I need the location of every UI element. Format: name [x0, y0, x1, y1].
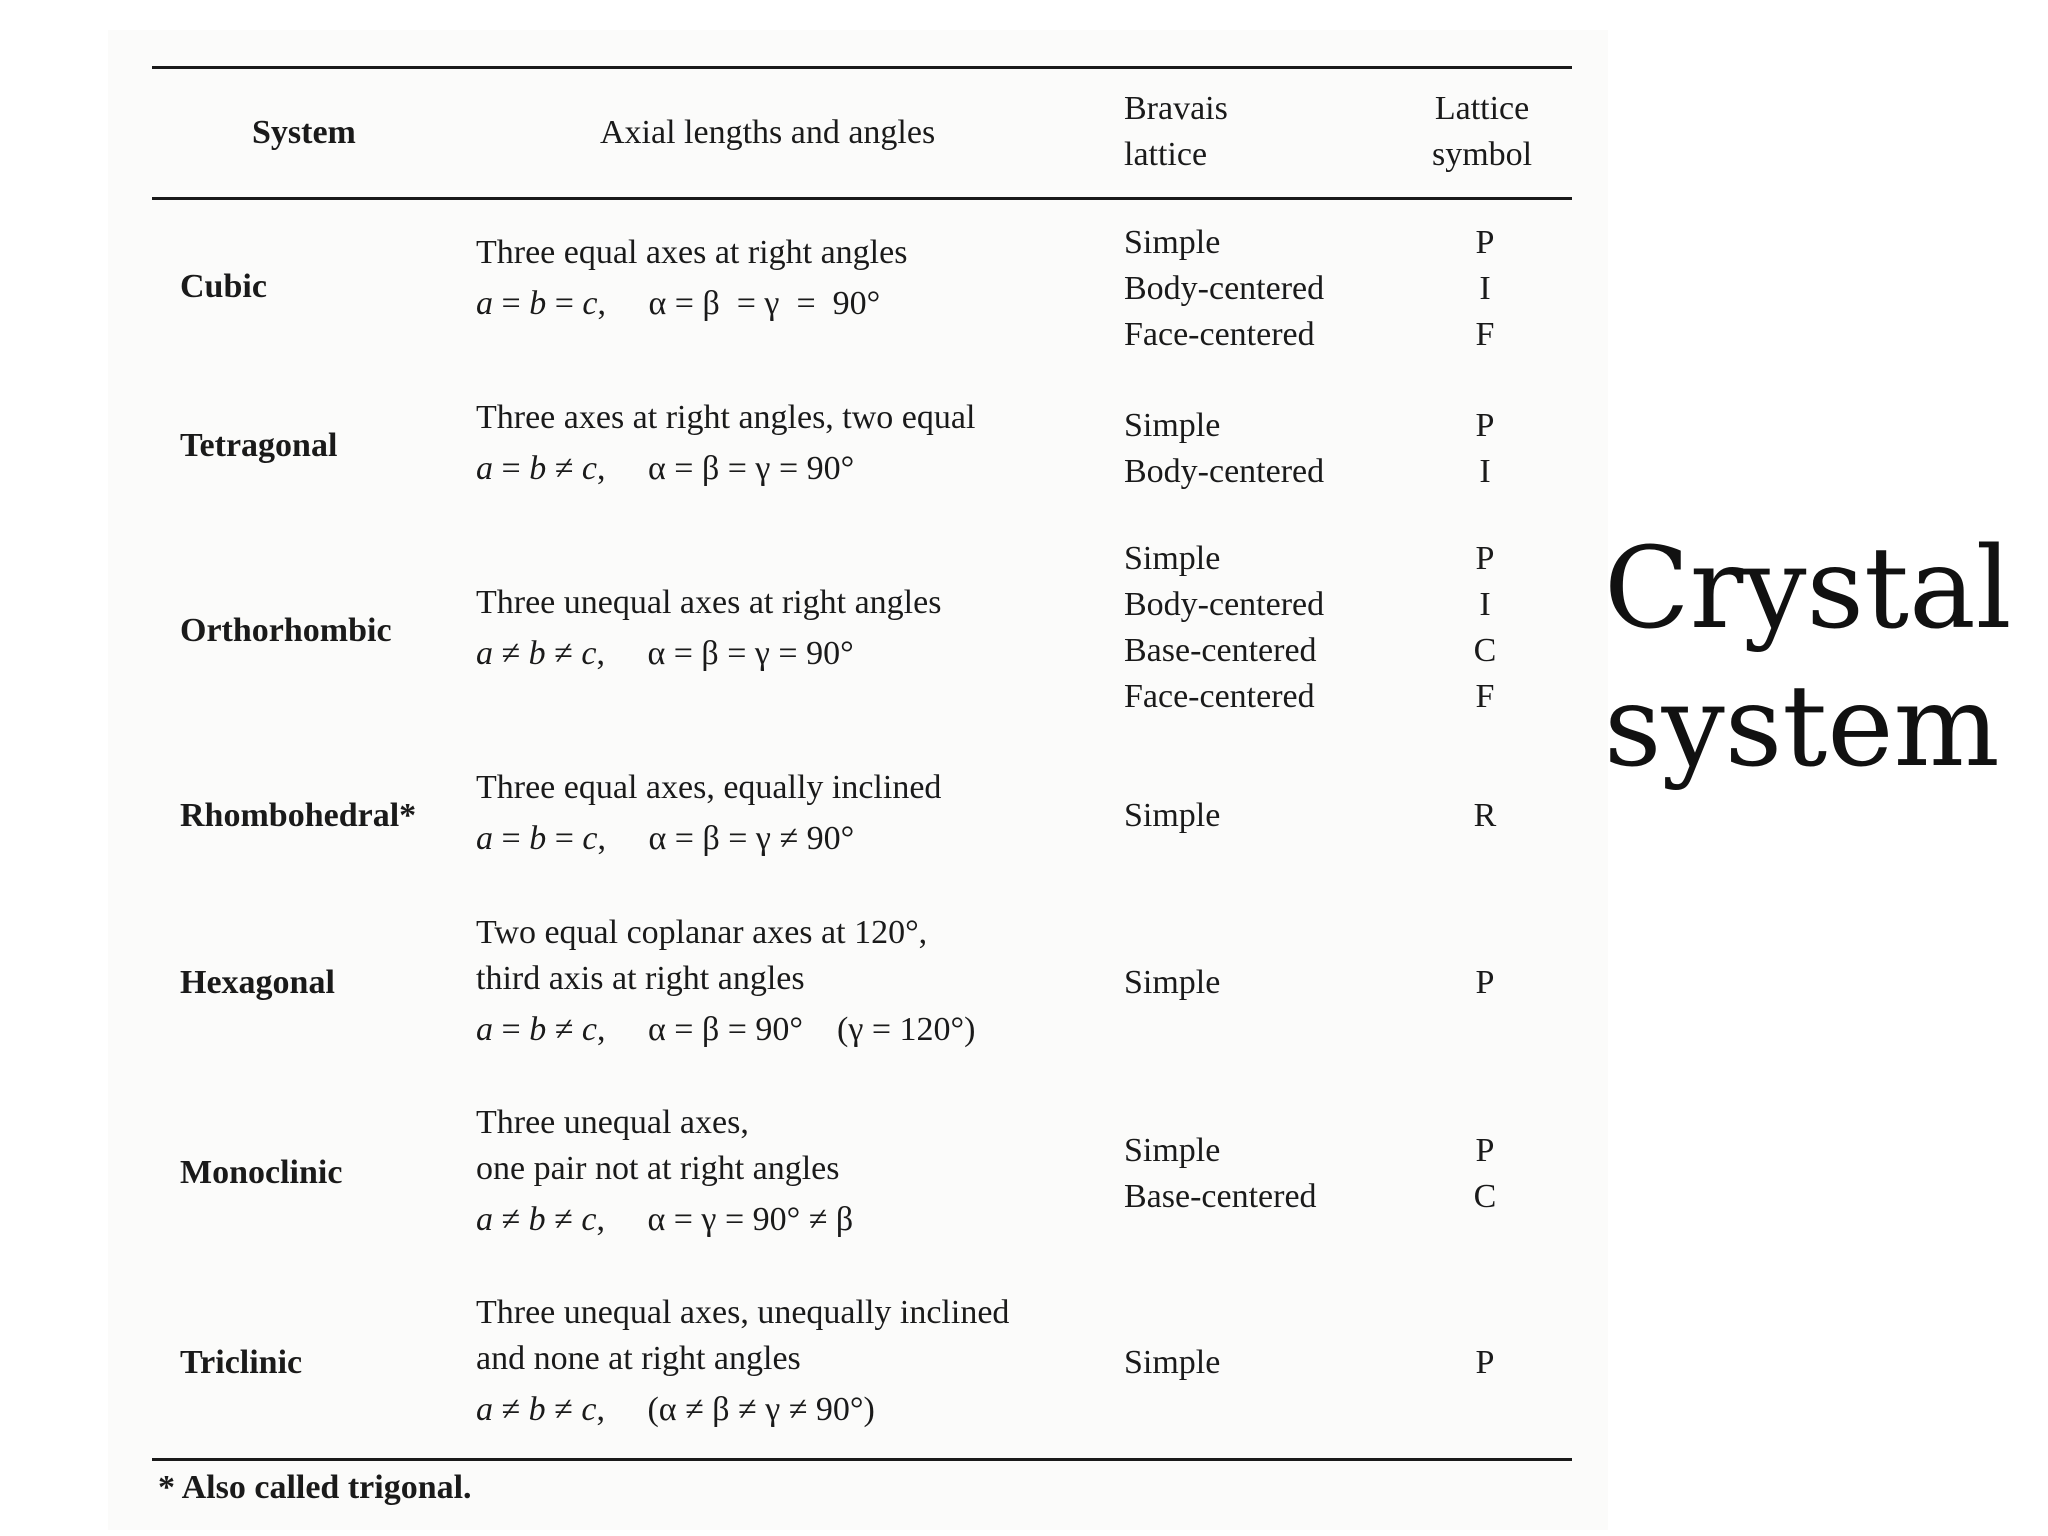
formula-c: c [581, 1391, 597, 1428]
bravais-lattice-list [1124, 793, 1220, 839]
bravais-lattice-list [1124, 1128, 1317, 1220]
lattice-type: Body-centered [1124, 270, 1325, 307]
lattice-symbol-list [1460, 536, 1510, 720]
formula-a: a [476, 285, 493, 322]
lattice-symbol-list [1460, 1128, 1510, 1220]
lattice-symbol-list [1460, 793, 1510, 839]
header-bravais-lattice [1124, 86, 1228, 178]
lattice-symbol: I [1479, 586, 1491, 623]
axial-description [476, 765, 941, 867]
lattice-symbol: I [1479, 270, 1491, 307]
lattice-symbol: F [1475, 316, 1495, 353]
table-top-rule [152, 66, 1572, 69]
formula-relation-bc: ≠ [546, 1011, 582, 1048]
lattice-type: Simple [1124, 964, 1221, 1001]
lattice-symbol-list [1460, 1340, 1510, 1386]
axial-formula [476, 441, 975, 497]
formula-angles: , α = β = γ ≠ 90° [597, 820, 855, 857]
slide-title-line2: system [1604, 662, 2000, 792]
description-line: Three equal axes at right angles [476, 234, 908, 271]
lattice-type: Face-centered [1124, 316, 1315, 353]
system-name: Triclinic [180, 1344, 303, 1381]
header-bravais-line2: lattice [1124, 136, 1208, 173]
formula-angles: , α = γ = 90° ≠ β [596, 1201, 854, 1238]
lattice-symbol: P [1475, 1344, 1495, 1381]
description-line: and none at right angles [476, 1340, 801, 1377]
lattice-type: Simple [1124, 540, 1221, 577]
formula-relation-bc: ≠ [546, 450, 582, 487]
lattice-type: Simple [1124, 224, 1221, 261]
description-line: Three equal axes, equally inclined [476, 769, 942, 806]
table-bottom-rule [152, 1458, 1572, 1461]
bravais-lattice-list [1124, 536, 1324, 720]
system-name: Monoclinic [180, 1154, 343, 1191]
lattice-type: Body-centered [1124, 586, 1325, 623]
formula-b: b [528, 635, 546, 672]
formula-angles: , α = β = γ = 90° [596, 635, 854, 672]
lattice-type: Base-centered [1124, 1178, 1317, 1215]
formula-a: a [476, 820, 493, 857]
formula-relation-ab: ≠ [493, 1391, 529, 1428]
lattice-type: Simple [1124, 797, 1221, 834]
formula-c: c [581, 1201, 597, 1238]
lattice-type: Simple [1124, 1344, 1221, 1381]
lattice-symbol: P [1475, 224, 1495, 261]
axial-description [476, 395, 975, 497]
header-symbol-line2: symbol [1432, 136, 1533, 173]
formula-relation-ab: ≠ [493, 1201, 529, 1238]
system-name: Tetragonal [180, 427, 338, 464]
formula-relation-bc: ≠ [545, 635, 582, 672]
header-axial-lengths: Axial lengths and angles [600, 114, 936, 151]
formula-a: a [476, 1201, 493, 1238]
lattice-symbol: P [1475, 540, 1495, 577]
lattice-symbol-list [1460, 403, 1510, 495]
axial-description [476, 580, 941, 682]
description-line: Two equal coplanar axes at 120°, [476, 914, 928, 951]
system-name: Rhombohedral* [180, 797, 417, 834]
formula-c: c [581, 635, 597, 672]
description-line: Three unequal axes, unequally inclined [476, 1294, 1010, 1331]
bravais-lattice-list [1124, 220, 1324, 358]
axial-formula [476, 1002, 975, 1058]
header-lattice-symbol [1432, 86, 1532, 178]
lattice-symbol: P [1475, 964, 1495, 1001]
lattice-symbol: P [1475, 407, 1495, 444]
axial-formula [476, 1192, 853, 1248]
formula-c: c [582, 285, 598, 322]
formula-relation-ab: = [493, 820, 530, 857]
lattice-type: Base-centered [1124, 632, 1317, 669]
formula-relation-bc: = [546, 285, 583, 322]
lattice-symbol: C [1473, 632, 1497, 669]
formula-relation-ab: = [493, 1011, 530, 1048]
formula-b: b [528, 1391, 546, 1428]
formula-b: b [529, 820, 547, 857]
formula-angles: , α = β = 90° (γ = 120°) [596, 1011, 976, 1048]
formula-relation-ab: = [493, 285, 530, 322]
system-name: Orthorhombic [180, 612, 392, 649]
bravais-lattice-list [1124, 960, 1220, 1006]
table-footnote: * Also called trigonal. [158, 1469, 472, 1506]
axial-description [476, 910, 975, 1058]
axial-formula [476, 811, 941, 867]
formula-a: a [476, 1011, 493, 1048]
slide-title-line1: Crystal [1604, 524, 2012, 654]
lattice-symbol: P [1475, 1132, 1495, 1169]
lattice-type: Body-centered [1124, 453, 1325, 490]
formula-b: b [529, 285, 547, 322]
header-bravais-line1: Bravais [1124, 90, 1228, 127]
formula-b: b [529, 450, 547, 487]
lattice-type: Simple [1124, 407, 1221, 444]
formula-relation-ab: ≠ [493, 635, 529, 672]
system-name: Hexagonal [180, 964, 335, 1001]
header-symbol-line1: Lattice [1434, 90, 1530, 127]
axial-formula [476, 626, 941, 682]
axial-description [476, 1290, 1009, 1438]
description-line: third axis at right angles [476, 960, 805, 997]
lattice-type: Face-centered [1124, 678, 1315, 715]
lattice-type: Simple [1124, 1132, 1221, 1169]
formula-angles: , (α ≠ β ≠ γ ≠ 90°) [596, 1391, 875, 1428]
axial-formula [476, 276, 907, 332]
formula-relation-bc: = [546, 820, 583, 857]
header-system: System [252, 114, 356, 151]
formula-c: c [581, 1011, 597, 1048]
formula-a: a [476, 635, 493, 672]
bravais-lattice-list [1124, 1340, 1220, 1386]
formula-a: a [476, 450, 493, 487]
formula-angles: , α = β = γ = 90° [596, 450, 855, 487]
formula-c: c [581, 450, 597, 487]
lattice-symbol-list [1460, 220, 1510, 358]
formula-relation-ab: = [493, 450, 530, 487]
system-name: Cubic [180, 268, 267, 305]
bravais-lattice-list [1124, 403, 1324, 495]
lattice-symbol: C [1473, 1178, 1497, 1215]
axial-formula [476, 1382, 1009, 1438]
lattice-symbol: R [1473, 797, 1497, 834]
formula-relation-bc: ≠ [545, 1201, 582, 1238]
table-header-rule [152, 197, 1572, 200]
lattice-symbol: I [1479, 453, 1491, 490]
description-line: Three unequal axes at right angles [476, 584, 942, 621]
axial-description [476, 230, 907, 332]
formula-angles: , α = β = γ = 90° [597, 285, 881, 322]
description-line: Three axes at right angles, two equal [476, 399, 976, 436]
formula-relation-bc: ≠ [545, 1391, 582, 1428]
lattice-symbol: F [1475, 678, 1495, 715]
formula-a: a [476, 1391, 493, 1428]
description-line: one pair not at right angles [476, 1150, 840, 1187]
description-line: Three unequal axes, [476, 1104, 749, 1141]
formula-b: b [528, 1201, 546, 1238]
slide-title [1604, 520, 2012, 796]
formula-c: c [582, 820, 598, 857]
axial-description [476, 1100, 853, 1248]
lattice-symbol-list [1460, 960, 1510, 1006]
formula-b: b [529, 1011, 547, 1048]
